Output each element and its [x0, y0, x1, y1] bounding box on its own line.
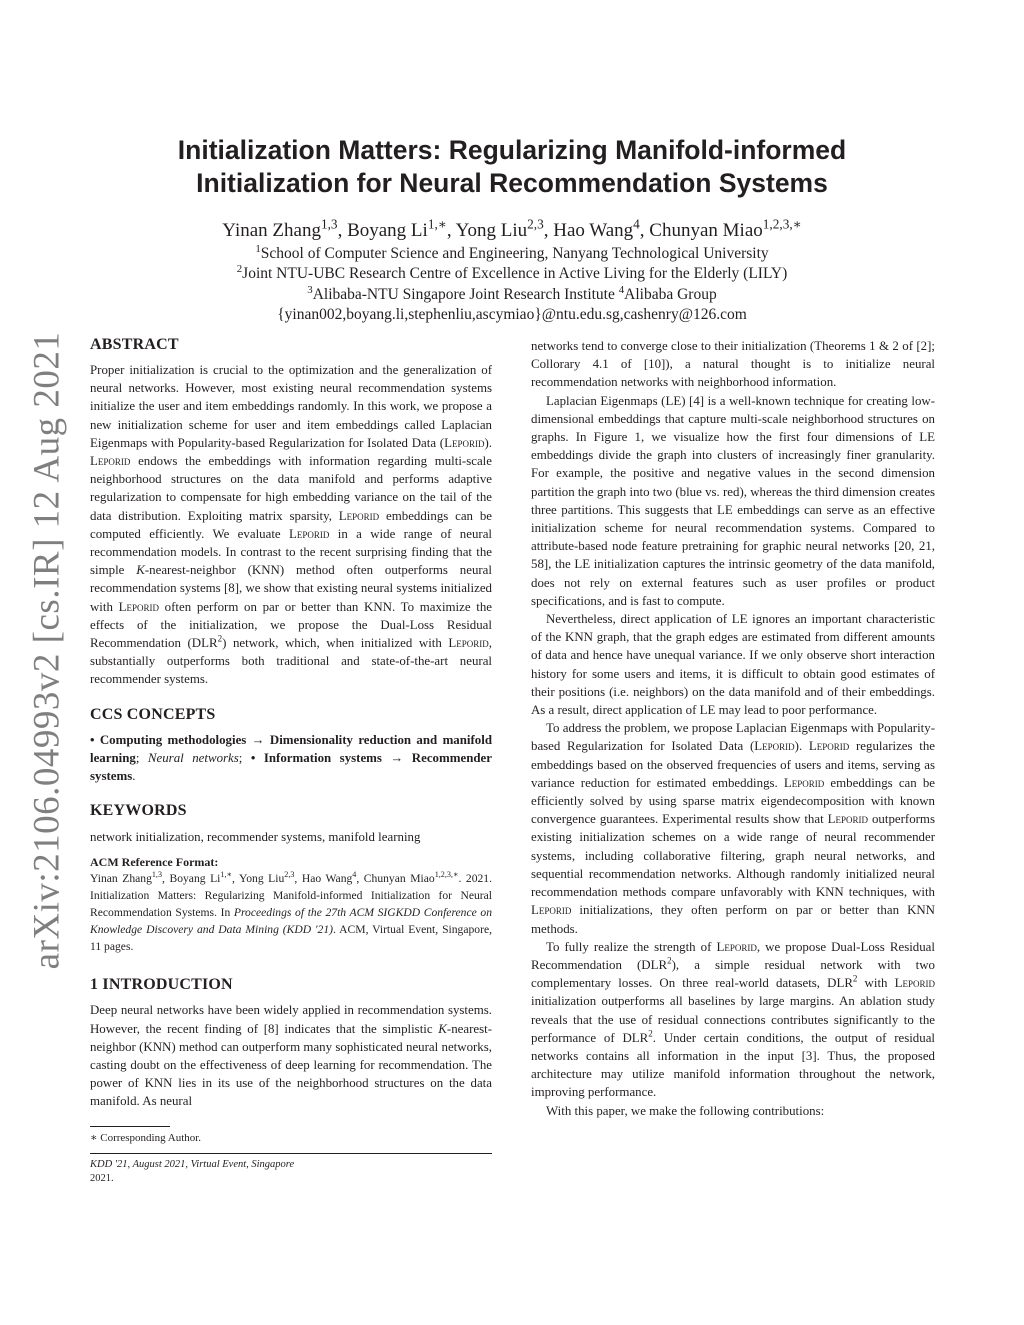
- affiliation-1: [0, 244, 1024, 264]
- intro-paragraph: networks tend to converge close to their initialization (Theorems 1 & 2 of [2]; Collorary 4.1 of [10]), a natural thought is to initialize neural recommendation networks with neighborhood information.: [531, 339, 935, 390]
- intro-paragraph: To address the problem, we propose Laplacian Eigenmaps with Popularity-based Regularization for Isolated Data (Leporid). Leporid regularizes the embeddings based on the observed frequencies of users and items, serving as variance reduction for estimated embeddings. Leporid embeddings can be efficiently solved by using sparse matrix eigendecomposition with known convergence guarantees. Experimental results show that Leporid outperforms existing initialization schemes on a wide range of neural recommender systems, including collaborative filtering, graph neural networks, and sequential recommendation networks. Although randomly initialized neural recommendation methods compare unfavorably with KNN techniques, with Leporid initializations, they often perform on par or better than KNN methods.: [531, 721, 935, 936]
- title-line-1: Initialization Matters: Regularizing Manifold-informed: [177, 135, 847, 165]
- acm-reference-text: Yinan Zhang$^{1,3}$, Boyang $Li^{1,∗}$, Yong Liu$^{2,3}$, Hao Wang$^4$, Chunyan Miao$^{1,2,3,∗}$. 2021. Initialization Matters: Regularizing Manifold-informed Initialization for Neural Recommendation Systems. In Proceedings of the 27th ACM SIGKDD Conference on Knowledge Discovery and Data Mining (KDD '21). ACM, Virtual Event, Singapore, 11 pages.: [90, 870, 493, 954]
- affiliation-3-4: [0, 285, 1024, 305]
- author-name: Yong Liu: [455, 220, 528, 241]
- keywords-text: network initialization, recommender systems, manifold learning: [90, 830, 421, 845]
- intro-paragraph: Nevertheless, direct application of LE ignores an important characteristic of the KNN graph, that the graph edges are estimated from different amounts of data and hence have unequal variance. If we only observe short interaction history for some users and items, it is difficult to obtain good estimates of their positions (i.e. neighbors) on the data manifold and of their embeddings. As a result, direct application of LE may lead to poor performance.: [531, 612, 935, 718]
- leporid-term: Leporid: [827, 812, 869, 827]
- leporid-term: Leporid: [444, 435, 485, 450]
- leporid-term: Leporid: [338, 508, 380, 523]
- arxiv-identifier-text: arXiv:2106.04993v2 [cs.IR] 12 Aug 2021: [26, 331, 68, 969]
- author-name: Chunyan Miao: [649, 220, 763, 241]
- author-list: Yinan Zhang$^{1,3}$, Boyang $Li^{1,∗}$, Yong Liu$^{2,3}$, Hao Wang$^4$, Chunyan Miao$^{1,2,3,∗}$: [222, 216, 802, 241]
- affiliation-text: Alibaba Group: [624, 285, 717, 303]
- leporid-term: Leporid: [289, 526, 330, 541]
- leporid-term: Leporid: [448, 636, 489, 651]
- year-line: 2021.: [90, 1173, 114, 1184]
- intro-paragraph: With this paper, we make the following contributions:: [546, 1103, 825, 1118]
- author-emails: {yinan002,boyang.li,stephenliu,ascymiao}@ntu.edu.sg,cashenry@126.com: [277, 305, 747, 323]
- author-sup: 1,3: [320, 216, 338, 232]
- leporid-term: Leporid: [894, 976, 935, 991]
- introduction-text: Deep neural networks have been widely applied in recommendation systems. However, the recent finding of [8] indicates that the simplistic K-nearest-neighbor (KNN) method can outperform many sophisticated neural networks, casting doubt on the effectiveness of deep learning for recommendation. The power of KNN lies in its use of the neighborhood structures on the data manifold. As neural: [90, 1003, 492, 1109]
- affiliation-list: [0, 244, 1024, 325]
- author-sup: 1,∗: [427, 216, 447, 232]
- leporid-term: Leporid: [90, 454, 131, 469]
- author-name: Hao Wang: [553, 220, 634, 241]
- introduction-heading: 1 INTRODUCTION: [90, 976, 233, 994]
- title-line-2: Initialization for Neural Recommendation Systems: [196, 168, 828, 198]
- keywords-heading: KEYWORDS: [90, 802, 187, 820]
- ccs-heading: CCS CONCEPTS: [90, 705, 216, 723]
- intro-paragraph: Laplacian Eigenmaps (LE) [4] is a well-known technique for creating low-dimensional embeddings that capture multi-scale neighborhood structures on graphs. In Figure 1, we visualize how the first four dimensions of LE embeddings divide the graph into clusters of increasingly finer granularity. For example, the positive and negative values in the second dimension partition the graph into two (blue vs. red), whereas the third dimension creates three partitions. This suggests that LE embeddings can serve as an effective initialization scheme for neural recommendation systems. Compared to attribute-based node feature pretraining for graphic neural networks [20, 21, 58], the LE initialization captures the intrinsic geometry of the data manifold, does not rely on external features such as user profiles or product specifications, and is fast to compute.: [531, 393, 935, 608]
- ccs-text: • Computing methodologies → Dimensionality reduction and manifold learning; Neural networks; • Information systems → Recommender systems.: [90, 732, 492, 784]
- affiliation-text: Alibaba-NTU Singapore Joint Research Institute: [312, 285, 619, 303]
- author-sup: 2,3: [527, 216, 544, 232]
- affiliation-sup: 3: [307, 283, 313, 296]
- right-column: [531, 337, 935, 1120]
- leporid-term: Leporid: [118, 599, 159, 614]
- acm-reference-heading: ACM Reference Format:: [90, 855, 219, 870]
- abstract-text: Proper initialization is crucial to the optimization and the generalization of neural networks. However, most existing neural recommendation systems initialize the user and item embeddings randomly. In this work, we propose a new initialization scheme for user and item embeddings called Laplacian Eigenmaps with Popularity-based Regularization for Isolated Data (Leporid). Leporid endows the embeddings with information regarding multi-scale neighborhood structures on the data manifold and performs adaptive regularization to compensate for high embedding variance on the tail of the data distribution. Exploiting matrix sparsity, Leporid embeddings can be computed efficiently. We evaluate Leporid in a wide range of neural recommendation models. In contrast to the recent surprising finding that the simple K-nearest-neighbor (KNN) method often outperforms neural recommendation systems [8], we show that existing neural systems initialized with Leporid often perform on par or better than KNN. To maximize the effects of the initialization, we propose the Dual-Loss Residual Recommendation (DLR$^2$) network, which, when initialized with Leporid, substantially outperforms both traditional and state-of-the-art neural recommender systems.: [90, 363, 493, 687]
- footnote-divider: [90, 1126, 170, 1127]
- leporid-term: Leporid: [754, 739, 795, 754]
- author-name: Boyang Li: [347, 220, 428, 241]
- paper-title: [0, 134, 1024, 200]
- leporid-term: Leporid: [531, 903, 572, 918]
- affiliation-2: [0, 264, 1024, 284]
- affiliation-sup: 2: [236, 263, 243, 276]
- arxiv-identifier: [26, 331, 68, 969]
- author-sup: 1,2,3,∗: [762, 216, 802, 232]
- intro-paragraph: To fully realize the strength of Leporid, we propose Dual-Loss Residual Recommendation (DLR$^2$), a simple residual network with two complementary losses. On three real-world datasets, DLR$^2$ with Leporid initialization outperforms all baselines by large margins. An ablation study reveals that the use of residual connections contributes significantly to the performance of DLR$^2$. Under certain conditions, the output of residual networks contains all information in the input [3]. Thus, the proposed architecture may utilize manifold information throughout the network, improving performance.: [531, 939, 936, 1100]
- abstract-heading: ABSTRACT: [90, 336, 179, 353]
- affiliation-text: School of Computer Science and Engineering, Nanyang Technological University: [260, 245, 769, 262]
- left-column: [90, 335, 492, 1111]
- venue-divider: [90, 1153, 492, 1154]
- affiliation-sup: 1: [255, 242, 261, 255]
- author-sup: 4: [633, 216, 640, 232]
- venue-line: KDD '21, August 2021, Virtual Event, Singapore: [90, 1159, 295, 1170]
- leporid-term: Leporid: [716, 939, 757, 954]
- author-name: Yinan Zhang: [222, 220, 321, 241]
- leporid-term: Leporid: [783, 775, 825, 790]
- affiliation-sup: 4: [618, 283, 625, 296]
- corresponding-author-footnote: ∗ Corresponding Author.: [90, 1132, 202, 1144]
- affiliation-text: Joint NTU-UBC Research Centre of Excellence in Active Living for the Elderly (LILY): [242, 265, 788, 283]
- leporid-term: Leporid: [808, 739, 850, 754]
